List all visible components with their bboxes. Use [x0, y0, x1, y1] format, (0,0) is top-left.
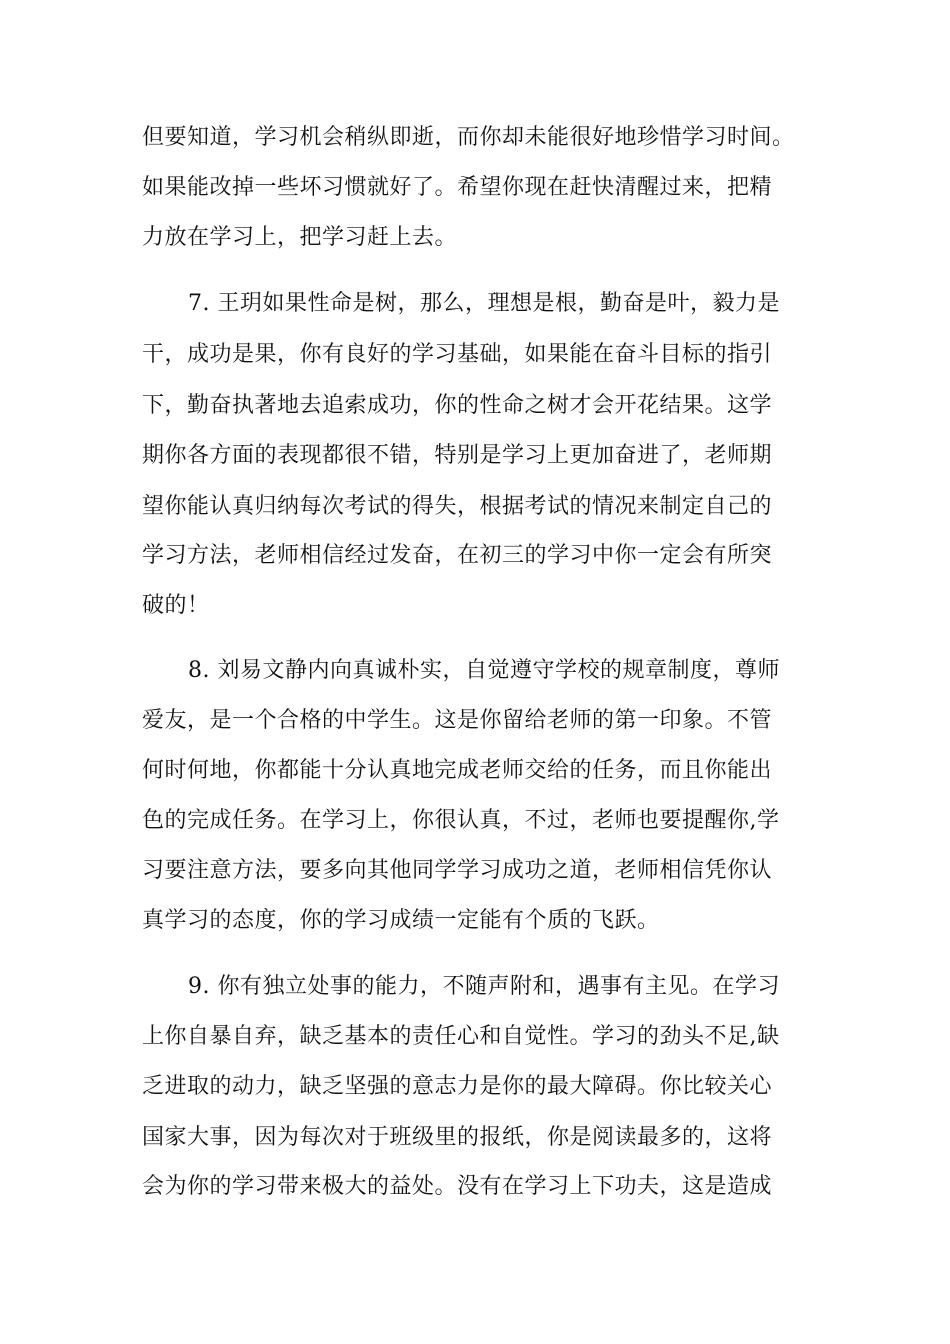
paragraph-8-start: 8. 刘易文静内向真诚朴实，自觉遵守学校的规章制度，尊师 [188, 658, 780, 683]
text-line: 国家大事，因为每次对于班级里的报纸，你是阅读最多的，这将 [142, 1125, 773, 1150]
text-line: 习要注意方法，要多向其他同学学习成功之道，老师相信凭你认 [142, 858, 773, 883]
text-line: 乏进取的动力，缺乏坚强的意志力是你的最大障碍。你比较关心 [142, 1074, 773, 1099]
text-line: 会为你的学习带来极大的益处。没有在学习上下功夫，这是造成 [142, 1174, 773, 1199]
text-line: 下，勤奋执著地去追索成功，你的性命之树才会开花结果。这学 [142, 393, 773, 418]
text-line: 学习方法，老师相信经过发奋，在初三的学习中你一定会有所突 [142, 543, 773, 568]
text-line: 何时何地，你都能十分认真地完成老师交给的任务，而且你能出 [142, 758, 773, 783]
text-line: 色的完成任务。在学习上，你很认真，不过，老师也要提醒你,学 [142, 808, 780, 833]
paragraph-9-start: 9. 你有独立处事的能力，不随声附和，遇事有主见。在学习 [188, 974, 780, 999]
text-line: 上你自暴自弃，缺乏基本的责任心和自觉性。学习的劲头不足,缺 [142, 1024, 780, 1049]
text-line: 望你能认真归纳每次考试的得失，根据考试的情况来制定自己的 [142, 494, 773, 519]
paragraph-7-start: 7. 王玥如果性命是树，那么，理想是根，勤奋是叶，毅力是 [188, 291, 780, 316]
text-line: 破的！ [142, 593, 210, 618]
text-line: 真学习的态度，你的学习成绩一定能有个质的飞跃。 [142, 908, 660, 933]
text-line: 干，成功是果，你有良好的学习基础，如果能在奋斗目标的指引 [142, 342, 773, 367]
text-line: 期你各方面的表现都很不错，特别是学习上更加奋进了，老师期 [142, 443, 773, 468]
text-line: 爱友，是一个合格的中学生。这是你留给老师的第一印象。不管 [142, 708, 773, 733]
text-line: 力放在学习上，把学习赶上去。 [142, 225, 458, 250]
text-line: 如果能改掉一些坏习惯就好了。希望你现在赶快清醒过来，把精 [142, 175, 773, 200]
text-line: 但要知道，学习机会稍纵即逝，而你却未能很好地珍惜学习时间。 [142, 125, 795, 150]
